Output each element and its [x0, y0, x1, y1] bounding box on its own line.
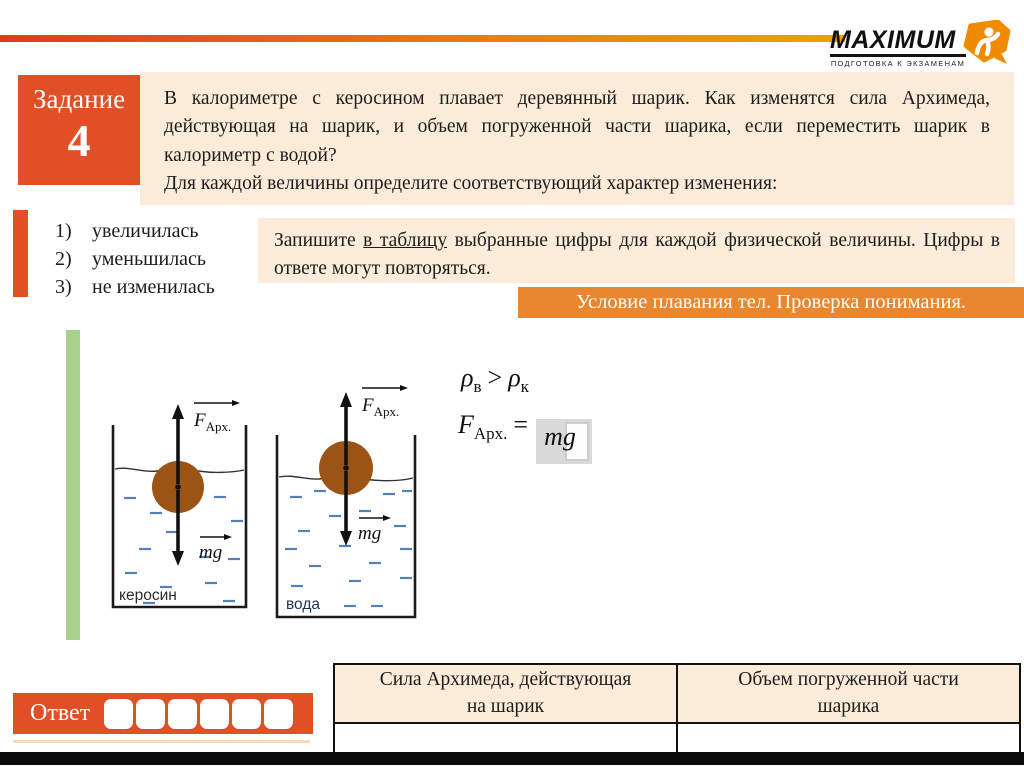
option-3-label: не изменилась: [92, 276, 215, 298]
task-number: 4: [67, 115, 91, 166]
table-answer-cell-2[interactable]: [677, 723, 1020, 755]
task-label: Задание: [32, 84, 126, 114]
archimedes-force-label-kerosene: [193, 400, 240, 434]
answer-cell[interactable]: [264, 699, 293, 729]
green-accent-bar: [66, 330, 80, 640]
table-header-submerged-volume: Объем погруженной части шарика: [677, 664, 1020, 723]
option-1-number: 1): [55, 220, 72, 242]
svg-text:mg: mg: [358, 523, 382, 544]
task-text-box: [140, 72, 1014, 205]
water-dashes: [285, 491, 412, 606]
kerosene-beaker: [113, 400, 246, 607]
option-2: [55, 245, 215, 273]
formula-archimedes: $F_{Арх.}$ = mg: [458, 410, 592, 464]
formula-density: $\rho_в > \rho_к$: [461, 363, 529, 396]
gravity-force-label-water: [358, 515, 391, 544]
task-question: В калориметре с керосином плавает деревянный шарик. Как изменятся сила Архимеда, действующая на шарик, и объем погруженной части шарика, если переместить шарик в калориметр с водой?: [164, 88, 990, 166]
answer-cell[interactable]: [136, 699, 165, 729]
answer-table: [333, 663, 1021, 756]
task-number-box: [18, 75, 140, 185]
option-3: [55, 273, 215, 301]
option-3-number: 3): [55, 276, 72, 298]
note-box: [258, 218, 1015, 283]
note-part2: выбранные цифры для каждой физической величины. Цифры в ответе могут повторяться.: [274, 230, 1001, 279]
option-1-label: увеличилась: [92, 220, 199, 242]
beakers-diagram: [100, 330, 640, 660]
logo-brand-text: MAXIMUM: [830, 26, 956, 54]
note-underlined: в таблицу: [363, 230, 448, 251]
maximum-person-icon: [960, 20, 1012, 66]
task-directive: Для каждой величины определите соответствующий характер изменения:: [164, 172, 778, 194]
maximum-logo: [830, 22, 1012, 68]
option-2-label: уменьшилась: [92, 248, 207, 270]
water-label: вода: [286, 596, 321, 613]
option-2-number: 2): [55, 248, 72, 270]
answer-cell[interactable]: [168, 699, 197, 729]
logo-tagline: ПОДГОТОВКА К ЭКЗАМЕНАМ: [830, 59, 966, 68]
archimedes-force-label-water: [361, 385, 408, 419]
topic-banner: Условие плавания тел. Проверка понимания.: [518, 287, 1024, 318]
answer-cells: [104, 699, 293, 729]
note-part1: Запишите: [274, 230, 356, 251]
top-gradient-rule: [0, 35, 845, 42]
answer-strip: [13, 693, 313, 734]
table-header-archimedes-force: Сила Архимеда, действующая на шарик: [334, 664, 677, 723]
answer-cell[interactable]: [200, 699, 229, 729]
options-accent-bar: [13, 210, 28, 297]
answer-cell[interactable]: [104, 699, 133, 729]
option-1: [55, 217, 215, 245]
mg-highlight: mg: [536, 419, 592, 464]
gravity-force-label-kerosene: [199, 534, 232, 563]
options-list: [55, 217, 215, 301]
answer-cell[interactable]: [232, 699, 261, 729]
water-beaker: [277, 385, 415, 617]
svg-text:FАрх.: $F_{Арх.}$: [362, 395, 400, 419]
answer-label: Ответ: [30, 700, 91, 726]
logo-underline: [830, 54, 966, 57]
answer-strip-shadow: [13, 740, 310, 743]
kerosene-label: керосин: [119, 587, 177, 604]
bottom-bar: [0, 752, 1024, 765]
svg-text:FАрх.: $F_{Арх.}$: [194, 410, 232, 434]
svg-text:mg: mg: [199, 542, 223, 563]
table-answer-cell-1[interactable]: [334, 723, 677, 755]
